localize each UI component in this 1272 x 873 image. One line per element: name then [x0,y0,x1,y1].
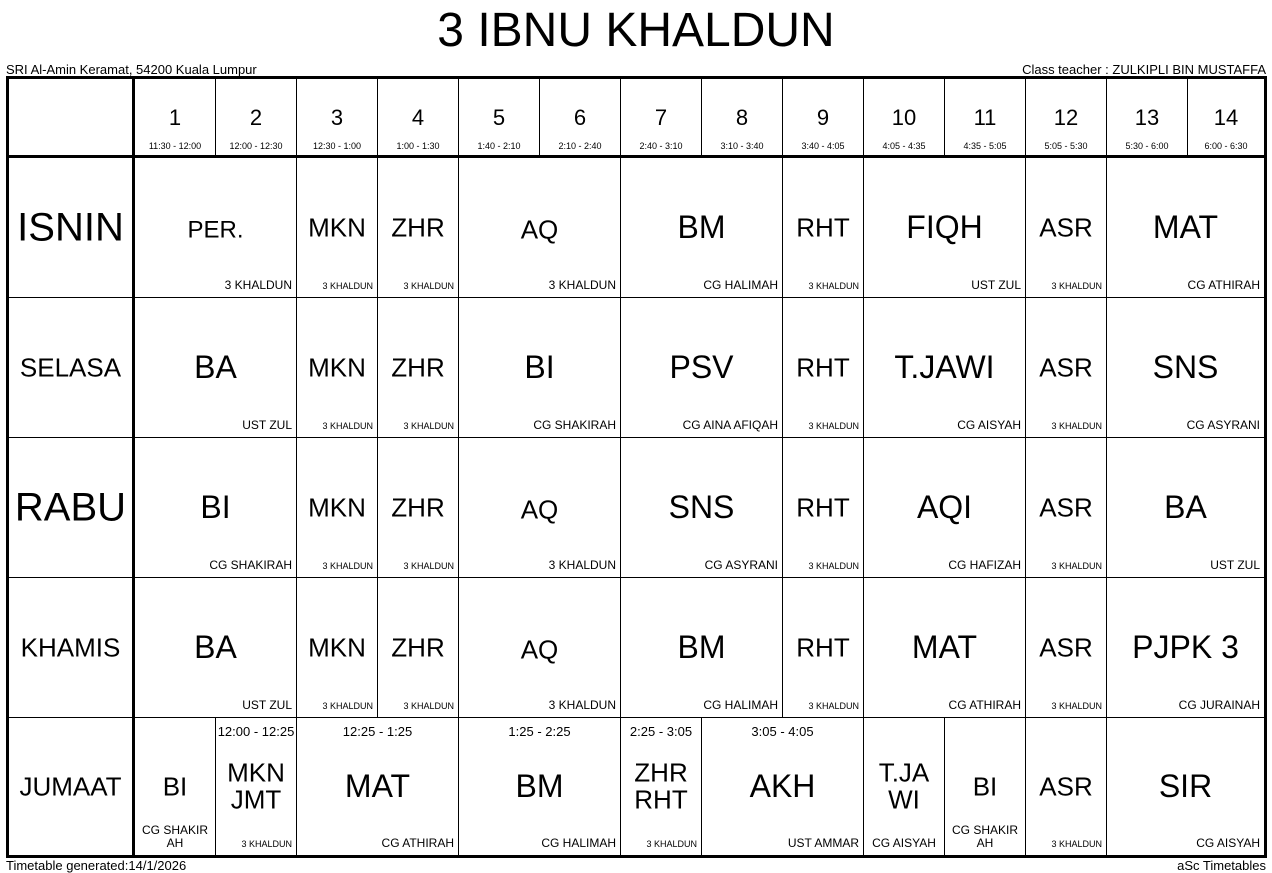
lesson-subject: ZHR [391,631,445,662]
corner-cell [9,79,135,158]
lesson-room: 3 KHALDUN [1051,839,1102,849]
period-header [783,79,864,158]
lesson-room: 3 KHALDUN [1051,421,1102,431]
lesson-room: 3 KHALDUN [548,698,616,712]
period-time: 1:00 - 1:30 [396,141,440,151]
period-number: 4 [411,105,425,130]
lesson-subject: BM [677,628,726,665]
lesson-time: 3:05 - 4:05 [751,724,814,739]
day-name: KHAMIS [20,632,121,662]
generated-date: Timetable generated:14/1/2026 [6,858,187,873]
lesson-cell [378,158,459,298]
timetable-grid [6,76,1267,858]
lesson-subject: ZHR [391,491,445,522]
lesson-cell [297,298,378,438]
period-number: 8 [735,105,749,130]
lesson-room: CG SHAKIRAH [209,558,292,572]
lesson-cell [459,158,621,298]
lesson-cell [1026,718,1107,855]
lesson-room: 3 KHALDUN [403,281,454,291]
lesson-room: 3 KHALDUN [808,281,859,291]
lesson-cell [621,718,702,855]
lesson-subject: ASR [1039,351,1093,382]
lesson-subject: PSV [669,348,734,385]
period-number: 14 [1213,105,1239,130]
lesson-room: 3 KHALDUN [548,558,616,572]
lesson-subject: MKN [308,211,366,242]
lesson-room: 3 KHALDUN [808,561,859,571]
period-time: 12:30 - 1:00 [312,141,362,151]
lesson-subject: MKN JMT [227,757,285,815]
period-header [1026,79,1107,158]
lesson-subject: PER. [187,216,244,244]
lesson-cell [1107,718,1264,855]
lesson-cell [135,718,216,855]
lesson-subject: BM [677,208,726,245]
lesson-subject: BI [162,770,188,801]
lesson-room: 3 KHALDUN [322,561,373,571]
lesson-time: 2:25 - 3:05 [629,724,693,739]
lesson-cell [1026,578,1107,718]
lesson-time: 12:25 - 1:25 [342,724,413,739]
lesson-cell [864,718,945,855]
lesson-cell [783,158,864,298]
lesson-room: 3 KHALDUN [548,278,616,292]
lesson-subject: ZHR [391,211,445,242]
period-time: 5:05 - 5:30 [1044,141,1088,151]
period-number: 11 [973,105,997,130]
period-header [1188,79,1264,158]
lesson-room: 3 KHALDUN [808,701,859,711]
lesson-time: 12:00 - 12:25 [217,724,295,739]
day-name: ISNIN [17,205,124,249]
lesson-room: UST AMMAR [787,836,859,850]
lesson-time: 1:25 - 2:25 [508,724,571,739]
lesson-room: CG SHAKIR AH [951,823,1018,850]
lesson-room: UST ZUL [1210,558,1260,572]
lesson-room: CG ATHIRAH [1187,278,1260,292]
school-name: SRI Al-Amin Keramat, 54200 Kuala Lumpur [6,62,257,77]
period-time: 6:00 - 6:30 [1204,141,1248,151]
lesson-subject: MKN [308,631,366,662]
period-header [378,79,459,158]
lesson-cell [297,718,459,855]
lesson-room: 3 KHALDUN [808,421,859,431]
lesson-cell [459,438,621,578]
period-header [621,79,702,158]
lesson-subject: AQ [520,214,559,245]
lesson-room: 3 KHALDUN [1051,561,1102,571]
lesson-room: 3 KHALDUN [322,421,373,431]
lesson-cell [1107,158,1264,298]
day-cell [9,438,135,578]
period-header [540,79,621,158]
lesson-cell [378,438,459,578]
lesson-cell [864,158,1026,298]
day-cell [9,298,135,438]
lesson-subject: MKN [308,491,366,522]
lesson-room: CG JURAINAH [1178,698,1260,712]
lesson-subject: BI [972,770,998,801]
lesson-subject: ASR [1039,211,1093,242]
lesson-room: CG SHAKIR AH [141,823,208,850]
lesson-room: CG AINA AFIQAH [682,418,778,432]
lesson-subject: RHT [796,211,850,242]
lesson-cell [459,298,621,438]
lesson-cell [297,438,378,578]
period-time: 2:40 - 3:10 [639,141,683,151]
lesson-subject: AQI [916,488,973,525]
period-number: 9 [816,105,830,130]
lesson-cell [945,718,1026,855]
lesson-subject: AKH [749,767,816,804]
period-time: 1:40 - 2:10 [477,141,521,151]
lesson-cell [783,438,864,578]
lesson-cell [783,578,864,718]
period-header [216,79,297,158]
lesson-cell [135,578,297,718]
lesson-subject: AQ [520,494,559,525]
period-time: 12:00 - 12:30 [229,141,283,151]
lesson-room: 3 KHALDUN [1051,281,1102,291]
day-cell [9,578,135,718]
period-time: 3:40 - 4:05 [801,141,845,151]
period-time: 4:35 - 5:05 [963,141,1007,151]
lesson-subject: RHT [796,351,850,382]
lesson-cell [297,578,378,718]
lesson-cell [1026,298,1107,438]
lesson-cell [702,718,864,855]
lesson-cell [216,718,297,855]
lesson-subject: ZHR RHT [634,757,688,815]
lesson-cell [1107,578,1264,718]
day-cell [9,158,135,298]
period-number: 1 [168,105,182,130]
lesson-room: 3 KHALDUN [646,839,697,849]
lesson-room: CG HALIMAH [703,698,778,712]
lesson-cell [1026,158,1107,298]
lesson-cell [378,298,459,438]
lesson-subject: MKN [308,351,366,382]
lesson-room: CG ASYRANI [704,558,778,572]
period-header [702,79,783,158]
period-header [459,79,540,158]
lesson-cell [621,158,783,298]
lesson-room: CG AISYAH [872,836,936,850]
lesson-cell [459,578,621,718]
period-number: 12 [1053,105,1079,130]
period-time: 11:30 - 12:00 [148,141,202,151]
lesson-cell [621,438,783,578]
timetable-title: 3 IBNU KHALDUN [437,4,835,57]
lesson-subject: BM [515,767,564,804]
period-header [945,79,1026,158]
lesson-subject: BI [524,348,555,385]
lesson-cell [1107,298,1264,438]
period-time: 4:05 - 4:35 [882,141,926,151]
lesson-cell [864,438,1026,578]
lesson-subject: SNS [668,488,735,525]
lesson-subject: ASR [1039,770,1093,801]
lesson-cell [621,298,783,438]
period-number: 5 [492,105,506,130]
lesson-subject: MAT [344,767,411,804]
day-name: RABU [14,485,127,529]
period-header [297,79,378,158]
lesson-cell [297,158,378,298]
lesson-cell [135,438,297,578]
lesson-room: CG ATHIRAH [948,698,1021,712]
lesson-room: CG HAFIZAH [948,558,1021,572]
lesson-room: 3 KHALDUN [322,281,373,291]
lesson-cell [1107,438,1264,578]
class-teacher: Class teacher : ZULKIPLI BIN MUSTAFFA [1022,62,1266,77]
lesson-room: CG SHAKIRAH [533,418,616,432]
period-time: 5:30 - 6:00 [1125,141,1169,151]
lesson-cell [378,578,459,718]
period-time: 3:10 - 3:40 [720,141,764,151]
lesson-room: CG AISYAH [957,418,1021,432]
lesson-cell [621,578,783,718]
lesson-subject: ASR [1039,491,1093,522]
lesson-cell [135,158,297,298]
lesson-room: CG ASYRANI [1186,418,1260,432]
period-number: 10 [891,105,917,130]
lesson-room: CG ATHIRAH [381,836,454,850]
period-header [864,79,945,158]
lesson-subject: BA [194,348,237,385]
lesson-subject: BA [1164,488,1207,525]
lesson-subject: BA [194,628,237,665]
lesson-cell [864,578,1026,718]
lesson-room: 3 KHALDUN [403,421,454,431]
period-number: 6 [573,105,587,130]
lesson-room: 3 KHALDUN [403,561,454,571]
lesson-subject: AQ [520,634,559,665]
day-name: SELASA [19,352,122,382]
lesson-subject: PJPK 3 [1132,628,1239,665]
lesson-cell [135,298,297,438]
period-number: 3 [330,105,344,130]
lesson-subject: T.JA WI [878,757,930,815]
lesson-room: CG HALIMAH [541,836,616,850]
lesson-room: 3 KHALDUN [322,701,373,711]
lesson-room: UST ZUL [242,698,292,712]
lesson-room: 3 KHALDUN [241,839,292,849]
lesson-subject: ASR [1039,631,1093,662]
day-cell [9,718,135,855]
period-number: 13 [1134,105,1160,130]
lesson-subject: SIR [1158,767,1213,804]
period-header [1107,79,1188,158]
lesson-cell [1026,438,1107,578]
lesson-subject: MAT [1152,208,1219,245]
lesson-room: UST ZUL [971,278,1021,292]
period-number: 2 [249,105,263,130]
period-time: 2:10 - 2:40 [558,141,602,151]
lesson-room: UST ZUL [242,418,292,432]
software-credit: aSc Timetables [1177,858,1266,873]
lesson-subject: FIQH [906,208,983,245]
lesson-subject: RHT [796,631,850,662]
lesson-subject: BI [200,488,231,525]
lesson-cell [864,298,1026,438]
day-name: JUMAAT [19,771,122,801]
lesson-room: 3 KHALDUN [403,701,454,711]
lesson-room: CG AISYAH [1196,836,1260,850]
lesson-subject: ZHR [391,351,445,382]
lesson-subject: SNS [1152,348,1219,385]
lesson-room: 3 KHALDUN [1051,701,1102,711]
lesson-subject: MAT [911,628,978,665]
lesson-cell [459,718,621,855]
lesson-room: CG HALIMAH [703,278,778,292]
lesson-room: 3 KHALDUN [224,278,292,292]
lesson-subject: RHT [796,491,850,522]
lesson-subject: T.JAWI [894,348,995,385]
lesson-cell [783,298,864,438]
period-header [135,79,216,158]
period-number: 7 [654,105,668,130]
